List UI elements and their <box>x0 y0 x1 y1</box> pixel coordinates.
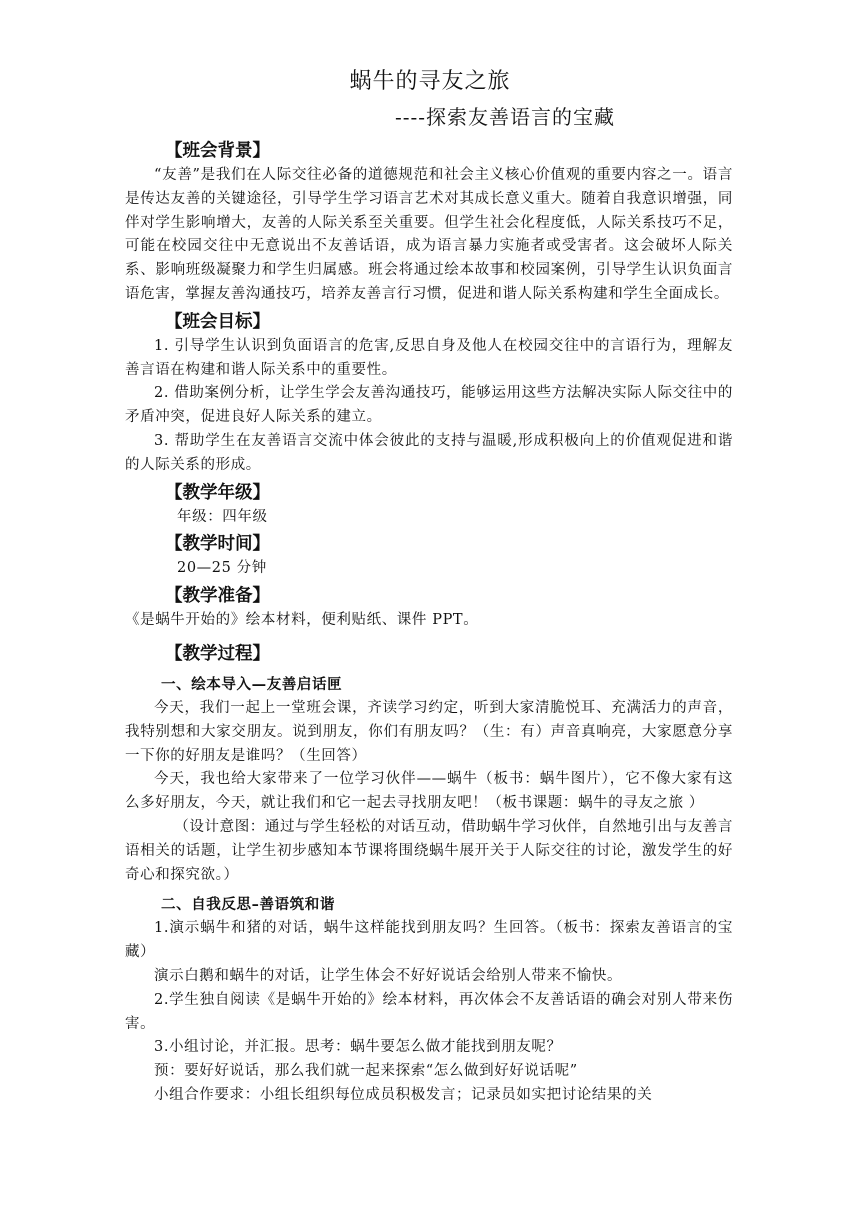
background-paragraph: “友善”是我们在人际交往必备的道德规范和社会主义核心价值观的重要内容之一。语言是传达友善的关键途径，引导学生学习语言艺术对其成长意义重大。随着自我意识增强，同伴对学生影响增大，友善的人际关系至关重要。但学生社会化程度低，人际关系技巧不足，可能在校园交往中无意说出不友善话语，成为语言暴力实施者或受害者。这会破坏人际关系、影响班级凝聚力和学生归属感。班会将通过绘本故事和校园案例，引导学生认识负面言语危害，掌握友善沟通技巧，培养友善言行习惯，促进和谐人际关系构建和学生全面成长。 <box>125 167 733 302</box>
doc-title: 蜗牛的寻友之旅 <box>349 69 511 94</box>
goal-item-3: 3. 帮助学生在友善语言交流中体会彼此的支持与温暖,形成积极向上的价值观促进和谐的人际关系的形成。 <box>125 432 733 473</box>
process-part2-paragraph-3: 2.学生独自阅读《是蜗牛开始的》绘本材料，再次体会不友善话语的确会对别人带来伤害。 <box>125 991 733 1032</box>
grade-text: 年级：四年级 <box>177 508 268 525</box>
doc-content <box>125 136 733 1108</box>
process-part2-paragraph-1: 1.演示蜗牛和猪的对话，蜗牛这样能找到朋友吗？生回答。（板书：探索友善语言的宝藏） <box>125 920 733 961</box>
process-part2-paragraph-6: 小组合作要求：小组长组织每位成员积极发言；记录员如实把讨论结果的关 <box>154 1086 653 1103</box>
doc-subtitle: ----探索友善语言的宝藏 <box>395 105 616 129</box>
section-heading-process: 【教学过程】 <box>165 643 270 664</box>
goal-item-1: 1. 引导学生认识到负面语言的危害,反思自身及他人在校园交往中的言语行为，理解友善言语在构建和谐人际关系中的重要性。 <box>125 337 733 378</box>
section-heading-prep: 【教学准备】 <box>165 586 270 607</box>
process-part2-paragraph-4: 3.小组讨论，并汇报。思考：蜗牛要怎么做才能找到朋友呢？ <box>154 1039 562 1056</box>
goal-item-2: 2. 借助案例分析，让学生学会友善沟通技巧，能够运用这些方法解决实际人际交往中的矛盾冲突，促进良好人际关系的建立。 <box>125 385 733 426</box>
process-part1-paragraph-2: 今天，我也给大家带来了一位学习伙伴——蜗牛（板书：蜗牛图片），它不像大家有这么多好朋友，今天，就让我们和它一起去寻找朋友吧！（板书课题：蜗牛的寻友之旅 ） <box>125 771 733 812</box>
time-text: 20—25 分钟 <box>177 560 267 577</box>
process-part1-paragraph-1: 今天，我们一起上一堂班会课，齐读学习约定，听到大家清脆悦耳、充满活力的声音，我特别想和大家交朋友。说到朋友，你们有朋友吗？（生：有）声音真响亮，大家愿意分享一下你的好朋友是谁吗？（生回答） <box>125 699 733 764</box>
process-part1-title: 一、绘本导入—友善启话匣 <box>161 676 343 693</box>
process-part2-paragraph-5: 预：要好好说话，那么我们就一起来探索“怎么做到好好说话呢” <box>154 1063 578 1080</box>
process-part1-design-intent: （设计意图：通过与学生轻松的对话互动，借助蜗牛学习伙伴，自然地引出与友善言语相关的话题，让学生初步感知本节课将围绕蜗牛展开关于人际交往的讨论，激发学生的好奇心和探究欲。） <box>125 818 733 883</box>
section-heading-goals: 【班会目标】 <box>165 311 270 332</box>
process-part2-paragraph-2: 演示白鹅和蜗牛的对话，让学生体会不好好说话会给别人带来不愉快。 <box>154 967 623 984</box>
process-part2-title: 二、自我反思–善语筑和谐 <box>161 897 335 914</box>
section-heading-grade: 【教学年级】 <box>165 482 270 503</box>
prep-text: 《是蜗牛开始的》绘本材料，便利贴纸、课件 PPT。 <box>125 612 479 629</box>
section-heading-background: 【班会背景】 <box>165 141 270 161</box>
section-heading-time: 【教学时间】 <box>165 534 270 555</box>
